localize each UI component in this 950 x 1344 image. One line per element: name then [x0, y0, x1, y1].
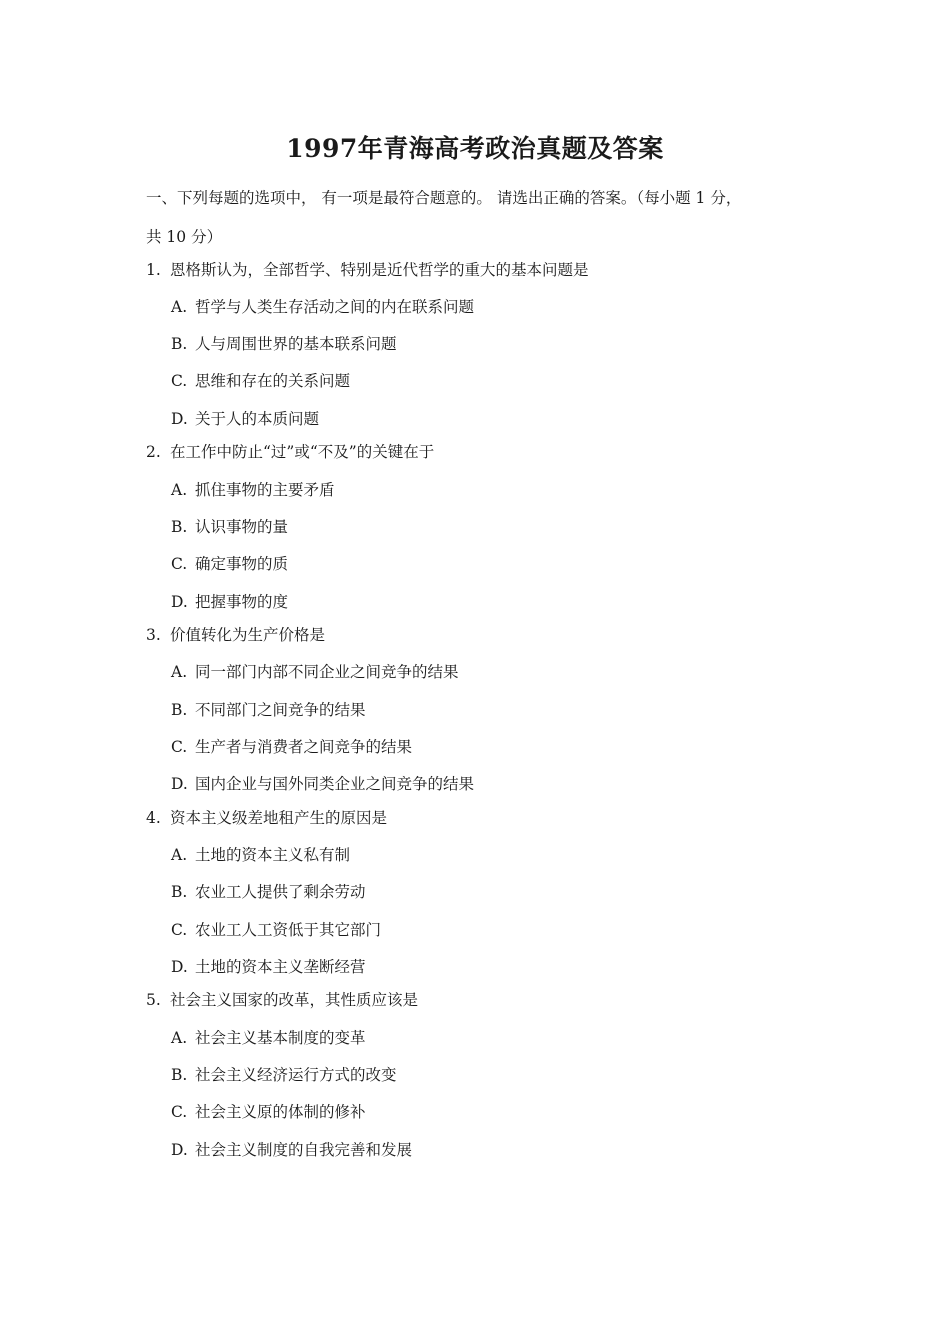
option-text: 确定事物的质: [195, 555, 289, 573]
option-text: 农业工人提供了剩余劳动: [195, 883, 366, 901]
question-text: 在工作中防止“过”或“不及”的关键在于: [170, 443, 435, 461]
question-2-option-b: [171, 516, 288, 538]
option-letter: D.: [171, 1141, 188, 1159]
question-4-option-a: [171, 844, 350, 866]
question-4: [146, 807, 387, 829]
question-1: [146, 259, 589, 281]
option-text: 社会主义制度的自我完善和发展: [195, 1141, 413, 1159]
option-letter: A.: [171, 663, 188, 681]
option-letter: A.: [171, 481, 188, 499]
option-letter: A.: [171, 298, 188, 316]
option-text: 社会主义基本制度的变革: [195, 1029, 366, 1047]
option-text: 认识事物的量: [195, 518, 289, 536]
question-5-option-c: [171, 1101, 366, 1123]
option-letter: A.: [171, 846, 188, 864]
question-3-option-d: [171, 773, 474, 795]
option-letter: D.: [171, 958, 188, 976]
option-letter: A.: [171, 1029, 188, 1047]
option-text: 抓住事物的主要矛盾: [195, 481, 335, 499]
question-text: 社会主义国家的改革，其性质应该是: [170, 991, 419, 1009]
option-text: 关于人的本质问题: [195, 410, 320, 428]
question-3-option-b: [171, 699, 366, 721]
instructions-line-1: 一、下列每题的选项中， 有一项是最符合题意的。 请选出正确的答案。（每小题 1 分，: [146, 189, 742, 207]
option-text: 哲学与人类生存活动之间的内在联系问题: [195, 298, 475, 316]
option-text: 土地的资本主义垄断经营: [195, 958, 366, 976]
question-2-option-d: [171, 591, 288, 613]
question-number: 2.: [146, 443, 161, 461]
question-3: [146, 624, 325, 646]
option-letter: D.: [171, 775, 188, 793]
question-number: 5.: [146, 991, 161, 1009]
question-1-option-c: [171, 370, 350, 392]
option-letter: B.: [171, 335, 188, 353]
question-number: 4.: [146, 809, 161, 827]
question-4-option-b: [171, 881, 366, 903]
question-5-option-a: [171, 1027, 366, 1049]
option-letter: B.: [171, 883, 188, 901]
page-title: 1997年青海高考政治真题及答案: [286, 134, 664, 163]
option-text: 社会主义原的体制的修补: [195, 1103, 366, 1121]
question-text: 恩格斯认为，全部哲学、特别是近代哲学的重大的基本问题是: [170, 261, 589, 279]
question-5-option-d: [171, 1139, 412, 1161]
option-text: 生产者与消费者之间竞争的结果: [195, 738, 413, 756]
option-text: 思维和存在的关系问题: [195, 372, 351, 390]
option-text: 国内企业与国外同类企业之间竞争的结果: [195, 775, 475, 793]
option-letter: B.: [171, 701, 188, 719]
question-4-option-c: [171, 919, 381, 941]
option-letter: D.: [171, 410, 188, 428]
option-letter: C.: [171, 555, 188, 573]
question-5-option-b: [171, 1064, 397, 1086]
question-number: 1.: [146, 261, 161, 279]
option-letter: C.: [171, 372, 188, 390]
option-letter: D.: [171, 593, 188, 611]
option-letter: C.: [171, 738, 188, 756]
option-text: 土地的资本主义私有制: [195, 846, 351, 864]
question-text: 价值转化为生产价格是: [170, 626, 326, 644]
option-letter: C.: [171, 921, 188, 939]
question-2-option-a: [171, 479, 335, 501]
question-text: 资本主义级差地租产生的原因是: [170, 809, 388, 827]
option-letter: C.: [171, 1103, 188, 1121]
option-text: 农业工人工资低于其它部门: [195, 921, 382, 939]
question-2-option-c: [171, 553, 288, 575]
question-3-option-c: [171, 736, 412, 758]
question-5: [146, 989, 418, 1011]
question-1-option-b: [171, 333, 397, 355]
question-1-option-a: [171, 296, 474, 318]
option-text: 把握事物的度: [195, 593, 289, 611]
option-letter: B.: [171, 518, 188, 536]
option-text: 人与周围世界的基本联系问题: [195, 335, 397, 353]
question-4-option-d: [171, 956, 366, 978]
question-1-option-d: [171, 408, 319, 430]
question-2: [146, 441, 434, 463]
option-text: 同一部门内部不同企业之间竞争的结果: [195, 663, 459, 681]
option-text: 社会主义经济运行方式的改变: [195, 1066, 397, 1084]
option-letter: B.: [171, 1066, 188, 1084]
instructions-line-2: 共 10 分）: [146, 228, 223, 246]
question-number: 3.: [146, 626, 161, 644]
question-3-option-a: [171, 661, 459, 683]
option-text: 不同部门之间竞争的结果: [195, 701, 366, 719]
